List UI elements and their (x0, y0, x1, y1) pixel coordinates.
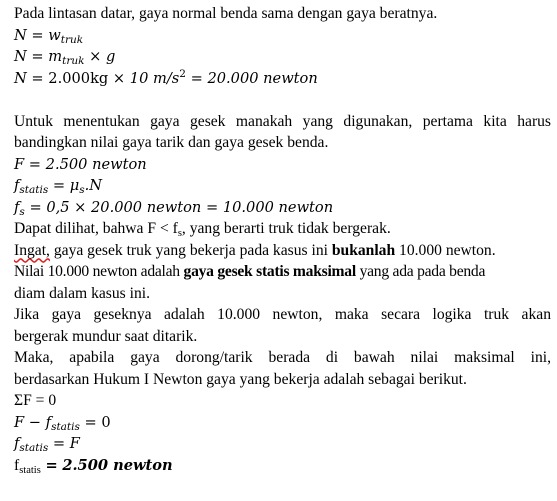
eq-sign: = (28, 155, 42, 173)
eq-sign: = (205, 198, 219, 216)
text-bold: gaya gesek statis maksimal (183, 263, 356, 280)
equation-fstatis-equals-f (14, 433, 551, 455)
eq-var: N (14, 69, 27, 87)
eq-var: N (14, 26, 27, 44)
eq-var: m (48, 48, 63, 65)
eq-result: 20.000 newton (207, 69, 318, 87)
eq-var: g (106, 48, 116, 65)
equation-fstatis-formula (14, 175, 551, 197)
eq-subscript: statis (19, 442, 49, 454)
eq-var: f (45, 413, 52, 431)
equation-sum-force (14, 390, 551, 412)
eq-subscript: s (79, 184, 85, 196)
equation-f-value (14, 154, 551, 176)
eq-operator: × (89, 48, 102, 65)
blank-line (14, 89, 551, 111)
paragraph-compare-line-1: Untuk menentukan gaya gesek manakah yang digunakan, pertama kita harus (14, 112, 551, 130)
eq-mass: 2.000kg (48, 69, 109, 87)
eq-sign: = (45, 456, 58, 474)
equation-fs-value (14, 197, 551, 219)
eq-var: F (14, 155, 25, 173)
eq-var: f (14, 456, 20, 474)
equation-n-equals-weight (14, 25, 551, 47)
eq-sign: = (190, 69, 203, 87)
paragraph-logic-line-2: bergerak mundur saat ditarik. (14, 327, 198, 345)
eq-sign: = (31, 69, 44, 87)
eq-var: f (14, 435, 20, 452)
paragraph-newton-line-2: berdasarkan Hukum I Newton gaya yang bekerja adalah sebagai berikut. (14, 370, 467, 388)
paragraph-max-static-line-2: diam dalam kasus ini. (14, 284, 150, 302)
eq-result: 0 (48, 392, 57, 409)
eq-exponent: 2 (179, 67, 186, 80)
eq-sign: = (29, 198, 42, 216)
eq-subscript: statis (19, 184, 49, 196)
eq-operator: × (112, 69, 126, 87)
text-run: 10.000 newton. (395, 241, 496, 259)
paragraph-reminder (14, 240, 551, 262)
text-run: , yang berarti truk tidak bergerak. (181, 220, 391, 237)
eq-var: f (14, 198, 20, 216)
eq-sign: = (52, 435, 66, 452)
eq-sign: = (52, 177, 66, 194)
eq-var: F (69, 435, 80, 452)
paragraph-newton-line-1: Maka, apabila gaya dorong/tarik berada di bawah nilai maksimal ini, (14, 349, 551, 366)
text-run: Dapat dilihat, bahwa F < f (14, 220, 178, 237)
eq-subscript: truk (60, 33, 84, 46)
eq-sign: = (31, 26, 44, 44)
eq-var: N (14, 48, 27, 65)
eq-var: F (14, 413, 25, 431)
eq-result: 0 (101, 413, 111, 431)
eq-subscript: statis (51, 420, 80, 433)
spellcheck-word: Ingat, (14, 241, 50, 259)
paragraph-max-static-line-1 (14, 261, 551, 283)
text-subscript: s (177, 228, 182, 239)
equation-f-minus-fstatis (14, 412, 551, 434)
eq-sign: = (31, 48, 44, 65)
eq-result: 10.000 newton (222, 198, 334, 216)
equation-n-equals-mg (14, 46, 551, 68)
eq-var: f (14, 177, 20, 194)
text-bold: bukanlah (331, 241, 396, 259)
paragraph-compare-line-2: bandingkan nilai gaya tarik dan gaya gesek benda. (14, 134, 329, 151)
eq-operator: − (28, 413, 42, 431)
eq-sign: = (35, 392, 45, 409)
equation-n-value (14, 68, 551, 90)
eq-var: .N (84, 177, 103, 194)
eq-result: 2.500 newton (62, 456, 173, 474)
eq-subscript: s (19, 205, 25, 218)
eq-accel: 10 m/s (129, 69, 180, 87)
equation-fstatis-result (14, 455, 551, 477)
paragraph-logic-line-1: Jika gaya geseknya adalah 10.000 newton, maka secara logika truk akan (14, 306, 551, 323)
eq-var: w (48, 26, 61, 44)
eq-subscript: statis (19, 464, 41, 476)
eq-expr: 0,5 × 20.000 newton (46, 198, 202, 216)
eq-sign: = (84, 413, 97, 431)
paragraph-normal-force: Pada lintasan datar, gaya normal benda sama dengan gaya beratnya. (14, 5, 438, 22)
eq-subscript: truk (62, 55, 85, 67)
text-run: gaya gesek truk yang bekerja pada kasus ini (49, 241, 332, 259)
eq-var: μ (69, 177, 80, 194)
eq-result: 2.500 newton (45, 155, 147, 173)
paragraph-comparison-result (14, 218, 551, 240)
eq-var: ΣF (14, 392, 32, 409)
text-run: Nilai 10.000 newton adalah (14, 263, 184, 280)
text-run: yang ada pada benda (355, 263, 486, 280)
